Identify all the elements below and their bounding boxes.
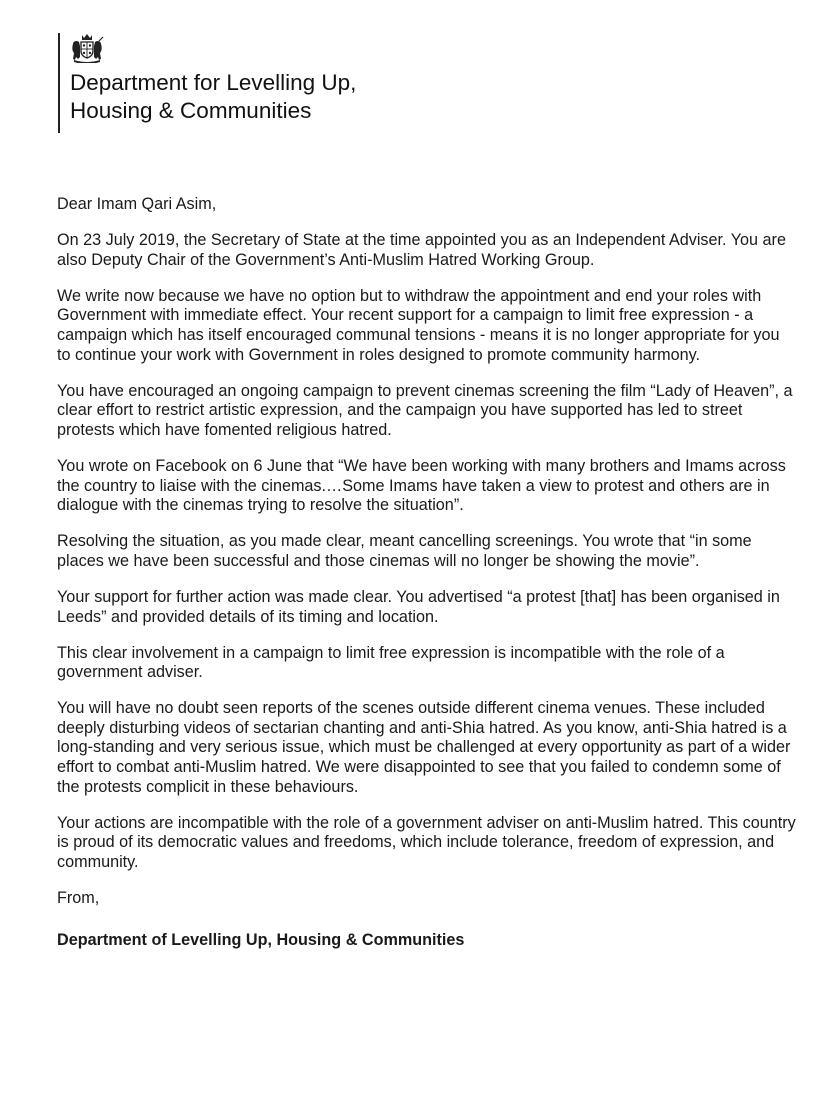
- department-name-line-2: Housing & Communities: [70, 98, 312, 123]
- signature: Department of Levelling Up, Housing & Communities: [57, 930, 465, 949]
- paragraph: You will have no doubt seen reports of the scenes outside different cinema venues. These included deeply disturbing videos of sectarian chanting and anti-Shia hatred. As you know, anti-Shia hatred is a long-standing and very serious issue, which must be challenged at every opportunity as part of a wider effort to combat anti-Muslim hatred. We were disappointed to see that you failed to condemn some of the protests complicit in these behaviours.: [57, 699, 791, 796]
- paragraph: You have encouraged an ongoing campaign to prevent cinemas screening the film “Lady of Heaven”, a clear effort to restrict artistic expression, and the campaign you have supported has led to street protests which have fomented religious hatred.: [57, 381, 793, 439]
- paragraph: Resolving the situation, as you made clear, meant cancelling screenings. You wrote that “in some places we have been successful and those cinemas will no longer be showing the movie”.: [57, 532, 752, 570]
- letterhead: [58, 33, 356, 133]
- royal-coat-of-arms-icon: [70, 33, 104, 63]
- paragraph: Your support for further action was made clear. You advertised “a protest [that] has been organised in Leeds” and provided details of its timing and location.: [57, 587, 780, 626]
- salutation: Dear Imam Qari Asim,: [57, 195, 217, 213]
- department-name-line-1: Department for Levelling Up,: [70, 70, 357, 95]
- paragraph: This clear involvement in a campaign to limit free expression is incompatible with the role of a government adviser.: [57, 643, 725, 682]
- signoff: From,: [57, 889, 100, 908]
- letter-body: [57, 195, 797, 967]
- paragraph: On 23 July 2019, the Secretary of State at the time appointed you as an Independent Adviser. You are also Deputy Chair of the Government’s Anti-Muslim Hatred Working Group.: [57, 231, 786, 269]
- paragraph: You wrote on Facebook on 6 June that “We have been working with many brothers and Imams across the country to liaise with the cinemas.…Some Imams have taken a view to protest and others are in dialogue with the cinemas trying to resolve the situation”.: [57, 456, 786, 515]
- paragraph: We write now because we have no option but to withdraw the appointment and end your roles with Government with immediate effect. Your recent support for a campaign to limit free expression - a campaign which has itself encouraged communal tensions - means it is no longer appropriate for you to continue your work with Government in roles designed to promote community harmony.: [57, 286, 780, 364]
- paragraph: Your actions are incompatible with the role of a government adviser on anti-Muslim hatred. This country is proud of its democratic values and freedoms, which include tolerance, freedom of expression, and community.: [57, 813, 796, 871]
